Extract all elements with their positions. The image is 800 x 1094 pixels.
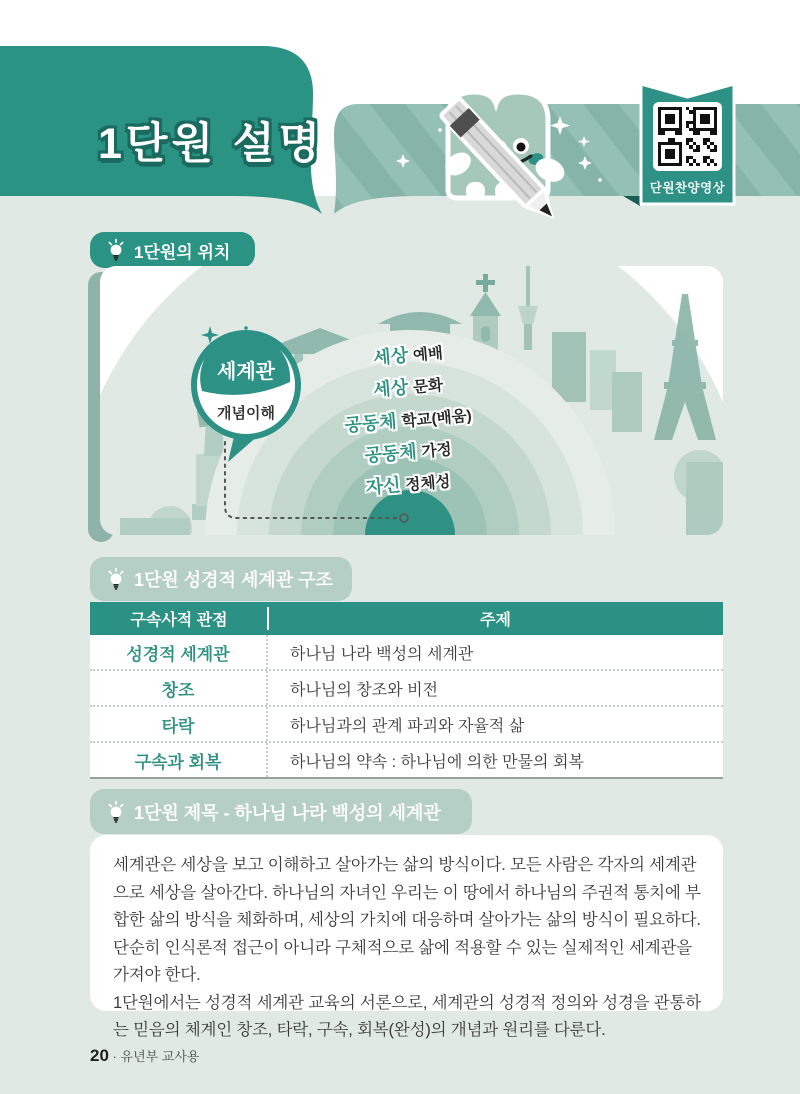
tab-label: 1단원 제목 - 하나님 나라 백성의 세계관 (134, 802, 441, 823)
table-row: 타락 하나님과의 관계 파괴와 자율적 삶 (90, 707, 723, 743)
mascot-foot (466, 182, 485, 200)
description-paragraph-2: 1단원에서는 성경적 세계관 교육의 서론으로, 세계관의 성경적 정의와 성경을 관통하는 믿음의 체계인 창조, 타락, 구속, 회복(완성)의 개념과 원리를 다룬다. (113, 993, 701, 1040)
ring-label-self-identity: 자신 정체성 (365, 473, 452, 498)
ring-label-community-family: 공동체 가정 (363, 441, 453, 466)
qr-ribbon (639, 82, 736, 206)
page-title: 1단원 설명 (98, 120, 325, 168)
table-row: 창조 하나님의 창조와 비전 (90, 671, 723, 707)
col-header-perspective: 구속사적 관점 (130, 612, 228, 629)
qr-label: 단원찬양영상 (649, 181, 726, 195)
tab-unit-location (90, 232, 255, 268)
page-footer (90, 1046, 199, 1066)
balloon-bottom-label: 개념이해 (217, 405, 275, 422)
description-paragraph-1: 세계관은 세상을 보고 이해하고 살아가는 삶의 방식이다. 모든 사람은 각자의 세계관으로 세상을 살아간다. 하나님의 자녀인 우리는 이 땅에서 하나님의 주권적 통치에 부합한 삶의 방식을 체화하며, 세상의 가치에 대응하며 살아가는 삶의 방식이 필요하다. 단순히 인식론적 접근이 아니라 구체적으로 삶에 적용할 수 있는 실제적인 세계관을 가져야 한다. (113, 856, 701, 985)
table-header-row (90, 602, 723, 635)
unit-location-card (100, 266, 723, 535)
footer-label: 유년부 교사용 (120, 1049, 200, 1064)
tab-unit-title (90, 789, 472, 834)
ring-label-community-school: 공동체 학교(배움) (343, 407, 473, 436)
page-number: 20 (90, 1046, 109, 1065)
lightbulb-icon (106, 238, 126, 262)
qr-code (653, 102, 722, 171)
tab-worldview-structure (90, 557, 352, 601)
worldview-structure-table (90, 602, 723, 779)
tab-label: 1단원 성경적 세계관 구조 (134, 570, 333, 590)
lightbulb-icon (106, 800, 126, 824)
lightbulb-icon (106, 567, 126, 591)
pencil-mascot-icon (440, 92, 568, 220)
header-divider (267, 607, 269, 630)
table-row: 구속과 회복 하나님의 약속 : 하나님에 의한 만물의 회복 (90, 743, 723, 779)
col-header-topic: 주제 (480, 612, 511, 629)
ring-label-world-culture: 세상 문화 (372, 376, 444, 400)
table-row: 성경적 세계관 하나님 나라 백성의 세계관 (90, 635, 723, 671)
tab-label: 1단원의 위치 (134, 242, 231, 262)
footer-dot: · (112, 1049, 117, 1064)
ring-label-world-worship: 세상 예배 (372, 344, 444, 368)
balloon-top-label: 세계관 (217, 361, 275, 383)
unit-description-card (90, 835, 723, 1040)
